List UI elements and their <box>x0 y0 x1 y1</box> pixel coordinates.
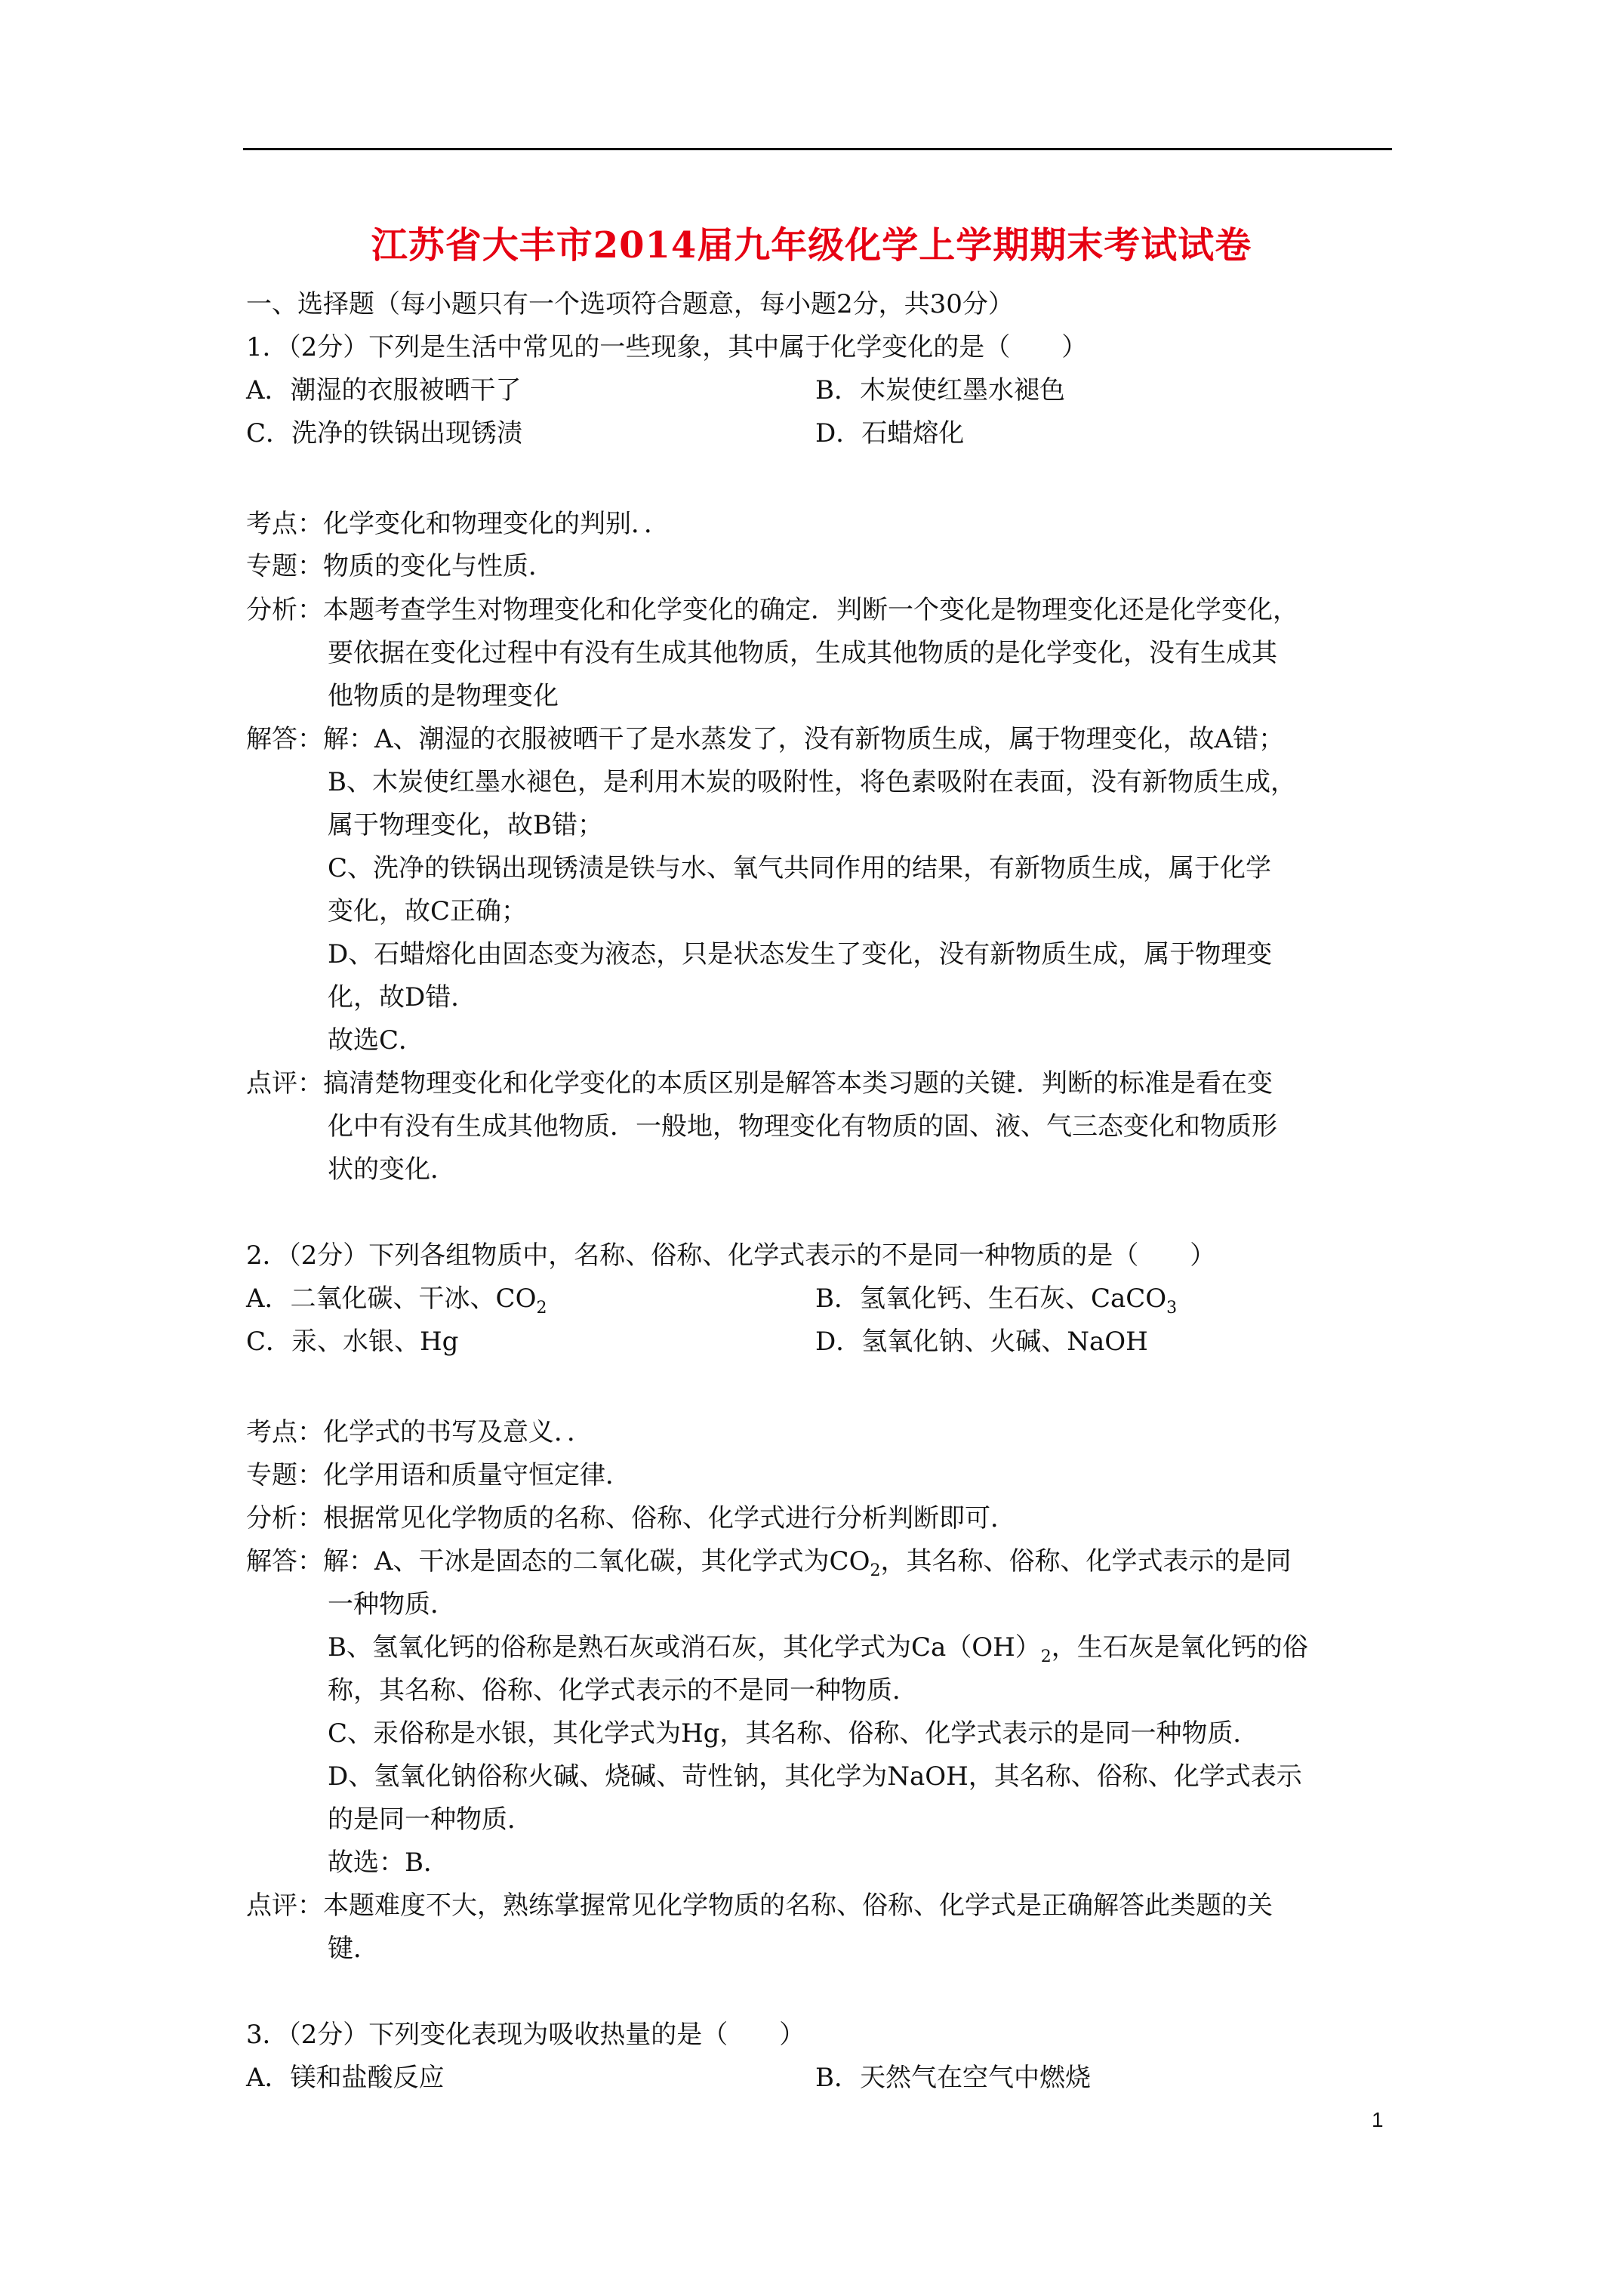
q2-jieda-2: 一种物质． <box>328 1589 456 1620</box>
q1-zhuanti: 专题：物质的变化与性质． <box>246 551 554 581</box>
q1-option-c: C．洗净的铁锅出现锈渍 <box>246 418 523 448</box>
q1-jieda-6: D、石蜡熔化由固态变为液态，只是状态发生了变化，没有新物质生成，属于物理变 <box>328 939 1273 969</box>
document-title: 江苏省大丰市2014届九年级化学上学期期末考试试卷 <box>371 224 1252 267</box>
q1-fenxi-3: 他物质的是物理变化 <box>328 681 559 711</box>
q2-option-a-text: A．二氧化碳、干冰、CO <box>246 1284 537 1314</box>
q2-option-b-text: B．氢氧化钙、生石灰、CaCO <box>815 1284 1167 1314</box>
q2-jieda-6: D、氢氧化钠俗称火碱、烧碱、苛性钠，其化学为NaOH，其名称、俗称、化学式表示 <box>328 1761 1302 1792</box>
q1-kaodian: 考点：化学变化和物理变化的判别．． <box>246 509 670 539</box>
q1-jieda-8: 故选C． <box>328 1025 425 1056</box>
q2-dianping-1: 点评：本题难度不大，熟练掌握常见化学物质的名称、俗称、化学式是正确解答此类题的关 <box>246 1891 1273 1921</box>
q2-jieda-5: C、汞俗称是水银，其化学式为Hg，其名称、俗称、化学式表示的是同一种物质． <box>328 1718 1259 1749</box>
q1-dianping-2: 化中有没有生成其他物质．一般地，物理变化有物质的固、液、气三态变化和物质形 <box>328 1111 1277 1142</box>
q2-jieda-1-text: 解答：解：A、干冰是固态的二氧化碳，其化学式为CO <box>246 1546 870 1576</box>
q2-kaodian: 考点：化学式的书写及意义．． <box>246 1417 593 1447</box>
q2-stem: 2．（2分）下列各组物质中，名称、俗称、化学式表示的不是同一种物质的是（ ） <box>246 1240 1216 1271</box>
q1-option-b: B．木炭使红墨水褪色 <box>815 375 1065 405</box>
section-heading: 一、选择题（每小题只有一个选项符合题意，每小题2分，共30分） <box>246 289 1014 319</box>
q2-jieda-3-rest: ，生石灰是氧化钙的俗 <box>1051 1632 1308 1663</box>
header-rule <box>243 148 1392 150</box>
subscript: 2 <box>536 1298 547 1318</box>
q1-jieda-3: 属于物理变化，故B错； <box>328 810 603 840</box>
q2-jieda-7: 的是同一种物质． <box>328 1804 533 1835</box>
q1-jieda-5: 变化，故C正确； <box>328 896 528 926</box>
q3-stem: 3．（2分）下列变化表现为吸收热量的是（ ） <box>246 2020 805 2050</box>
q1-fenxi-1: 分析：本题考查学生对物理变化和化学变化的确定．判断一个变化是物理变化还是化学变化， <box>246 595 1298 625</box>
q1-dianping-3: 状的变化． <box>328 1154 456 1185</box>
q1-option-d: D．石蜡熔化 <box>815 418 965 448</box>
subscript: 2 <box>870 1561 881 1580</box>
q2-jieda-3-text: B、氢氧化钙的俗称是熟石灰或消石灰，其化学式为Ca（OH） <box>328 1632 1041 1663</box>
subscript: 3 <box>1166 1298 1178 1318</box>
q2-option-b <box>815 1284 1177 1324</box>
subscript: 2 <box>1040 1647 1052 1666</box>
q1-jieda-1: 解答：解：A、潮湿的衣服被晒干了是水蒸发了，没有新物质生成，属于物理变化，故A错； <box>246 724 1285 754</box>
q3-option-a: A．镁和盐酸反应 <box>246 2063 445 2093</box>
q1-fenxi-2: 要依据在变化过程中有没有生成其他物质，生成其他物质的是化学变化，没有生成其 <box>328 638 1277 668</box>
q3-option-b: B．天然气在空气中燃烧 <box>815 2063 1091 2093</box>
q2-option-a <box>246 1284 547 1324</box>
q1-jieda-4: C、洗净的铁锅出现锈渍是铁与水、氧气共同作用的结果，有新物质生成，属于化学 <box>328 853 1272 883</box>
q2-jieda-1 <box>246 1546 1291 1586</box>
q1-jieda-7: 化，故D错． <box>328 982 477 1012</box>
q1-jieda-2: B、木炭使红墨水褪色，是利用木炭的吸附性，将色素吸附在表面，没有新物质生成， <box>328 767 1296 797</box>
q1-dianping-1: 点评：搞清楚物理变化和化学变化的本质区别是解答本类习题的关键．判断的标准是看在变 <box>246 1068 1273 1099</box>
q2-option-c: C．汞、水银、Hg <box>246 1327 459 1357</box>
q2-option-d: D．氢氧化钠、火碱、NaOH <box>815 1327 1148 1357</box>
q1-option-a: A．潮湿的衣服被晒干了 <box>246 375 522 405</box>
q2-jieda-4: 称，其名称、俗称、化学式表示的不是同一种物质． <box>328 1675 918 1706</box>
q1-stem: 1．（2分）下列是生活中常见的一些现象，其中属于化学变化的是（ ） <box>246 332 1088 362</box>
q2-zhuanti: 专题：化学用语和质量守恒定律． <box>246 1460 631 1490</box>
q2-jieda-3 <box>328 1632 1308 1672</box>
q2-dianping-2: 键． <box>328 1934 379 1964</box>
q2-jieda-8: 故选：B． <box>328 1848 449 1878</box>
q2-fenxi: 分析：根据常见化学物质的名称、俗称、化学式进行分析判断即可． <box>246 1503 1016 1533</box>
page-number: 1 <box>1372 2108 1384 2131</box>
q2-jieda-1-rest: ，其名称、俗称、化学式表示的是同 <box>880 1546 1292 1576</box>
